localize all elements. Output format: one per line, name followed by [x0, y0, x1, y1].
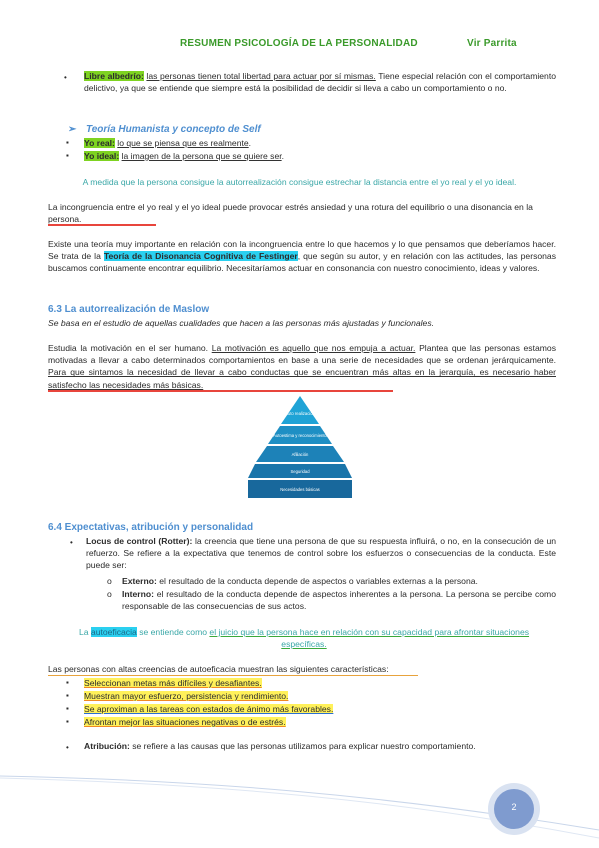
char-item-4	[84, 716, 286, 728]
yo-ideal-item: Yo ideal: la imagen de la persona que se quiere ser.	[84, 151, 285, 161]
maslow-p-u1: La motivación es aquello que nos empuja a actuar.	[211, 343, 416, 353]
interno-term: Interno:	[122, 589, 154, 599]
interno-text: el resultado de la conducta depende de aspectos inherentes a la persona. La persona se percibe como responsable de las consecuencias de sus actos.	[122, 589, 556, 612]
libre-albedrio-item	[84, 70, 556, 94]
yo-real-item: Yo real: lo que se piensa que es realmente.	[84, 138, 252, 148]
locus-item	[86, 535, 556, 572]
libre-albedrio-rest: Tiene especial relación con el comportamiento delictivo, ya que se entiende que siempre está la posibilidad de decidir si lleva a cabo un comportamiento o no.	[84, 71, 556, 94]
red-underline	[48, 224, 156, 226]
atribucion-text: se refiere a las causas que las personas utilizamos para explicar nuestro comportamiento.	[132, 741, 476, 751]
yo-real-text: lo que se piensa que es realmente	[117, 138, 249, 148]
atribucion-item	[84, 740, 556, 752]
pyramid-label-4: Seguridad	[290, 469, 310, 474]
maslow-p-start: Estudia la motivación en el ser humano.	[48, 343, 209, 353]
bullet: •	[70, 538, 73, 547]
page-number: 2	[511, 802, 517, 812]
interno-item	[122, 588, 556, 612]
square-bullet-icon: ▪	[66, 704, 69, 713]
square-bullet-icon: ▪	[66, 717, 69, 726]
pyramid-label-1: Auto realización	[285, 411, 315, 416]
autoeficacia-term: autoeficacia	[90, 627, 137, 637]
incongruencia-para1: La incongruencia entre el yo real y el yo ideal puede provocar estrés ansiedad y una rotura del equilibrio o una disonancia en la persona.	[48, 202, 533, 225]
maslow-p-mid: Plantea que las personas estamos motivadas a llevar a cabo determinados comportamientos en base a una serie de necesidades que se ordenan jerárquicamente.	[48, 343, 557, 366]
externo-text: el resultado de la conducta depende de aspectos o variables externas a la persona.	[159, 576, 478, 586]
locus-text: la creencia que tiene una persona de que su respuesta influirá, o no, en la consecución de un refuerzo. Se refiere a la expectativa que tenemos de control sobre los esfuerzos o consecuencias de la conducta. Este puede ser:	[86, 536, 557, 571]
char-text-4: Afrontan mejor las situaciones negativas o de estrés.	[84, 717, 286, 727]
char-item-1	[84, 677, 262, 689]
char-text-1: Seleccionan metas más difíciles y desafiantes.	[84, 678, 262, 688]
pyramid-label-3: Afiliación	[291, 452, 309, 457]
arrow-right-icon: ➢	[68, 124, 77, 135]
para2-end: , que según su autor, y en relación con las actitudes, las personas buscamos continuamente encontrar equilibrio. Necesitaríamos actuar en consonancia con nuestro conocimiento, ideas y valores.	[48, 251, 556, 274]
externo-term: Externo:	[122, 576, 157, 586]
incongruencia-para2	[48, 238, 556, 275]
auto-underlined: el juicio que la persona hace en relación con su capacidad para afrontar situaciones específicas.	[209, 627, 530, 650]
pyramid-level-1	[281, 396, 319, 424]
maslow-p-u2: Para que sintamos la necesidad de llevar a cabo conductas que se encuentran más altas en la jerarquía, es necesario haber satisfecho las necesidades más básicas.	[48, 367, 556, 390]
externo-item	[122, 575, 556, 587]
chars-intro: Las personas con altas creencias de autoeficacia muestran las siguientes características:	[48, 664, 389, 674]
char-text-2: Muestran mayor esfuerzo, persistencia y rendimiento.	[84, 691, 289, 701]
char-text-3: Se aproximan a las tareas con estados de ánimo más favorables.	[84, 704, 334, 714]
square-bullet-icon: ▪	[66, 138, 69, 147]
header-title: RESUMEN PSICOLOGÍA DE LA PERSONALIDAD	[180, 38, 418, 49]
humanista-centered-note: A medida que la persona consigue la autorrealización consigue estrechar la distancia entre el yo real y el yo ideal.	[82, 177, 517, 187]
bullet: •	[66, 743, 69, 752]
maslow-intro: Se basa en el estudio de aquellas cualidades que hacen a las personas más ajustadas y funcionales.	[48, 318, 435, 328]
locus-term: Locus de control (Rotter):	[86, 536, 193, 546]
maslow-paragraph	[48, 342, 556, 391]
maslow-heading: 6.3 La autorrealización de Maslow	[48, 304, 210, 315]
autoeficacia-definition	[56, 626, 552, 650]
header-author: Vir Parrita	[467, 38, 517, 49]
square-bullet-icon: ▪	[66, 151, 69, 160]
square-bullet-icon: ▪	[66, 678, 69, 687]
char-item-2	[84, 690, 288, 702]
pyramid-label-5: Necesidades básicas	[280, 487, 320, 492]
para2-start: Existe una teoría muy importante en relación con la incongruencia entre lo que hacemos y lo que pensamos que deberíamos hacer. Se trata de la	[48, 239, 556, 262]
libre-albedrio-underlined: las personas tienen total libertad para actuar por sí mismas.	[146, 71, 376, 81]
square-bullet-icon: ▪	[66, 691, 69, 700]
bullet: •	[64, 73, 67, 82]
yo-real-term: Yo real:	[84, 138, 115, 148]
libre-albedrio-term: Libre albedrío:	[84, 71, 144, 81]
red-underline	[48, 390, 393, 392]
char-item-3	[84, 703, 333, 715]
circle-bullet-icon: o	[107, 576, 112, 586]
yo-ideal-term: Yo ideal:	[84, 151, 120, 161]
orange-underline	[48, 675, 418, 676]
maslow-pyramid	[248, 394, 352, 502]
circle-bullet-icon: o	[107, 589, 112, 599]
festinger-theory: Teoría de la Disonancia Cognitiva de Festinger	[103, 251, 298, 262]
yo-ideal-text: la imagen de la persona que se quiere ser	[121, 151, 282, 161]
humanista-heading: Teoría Humanista y concepto de Self	[86, 124, 261, 135]
atribucion-term: Atribución:	[84, 741, 130, 751]
auto-start: La	[78, 627, 89, 637]
auto-mid: se entiende como	[139, 627, 208, 637]
expectativas-heading: 6.4 Expectativas, atribución y personalidad	[48, 522, 254, 533]
pyramid-label-2: Autoestima y reconocimiento	[273, 433, 327, 438]
